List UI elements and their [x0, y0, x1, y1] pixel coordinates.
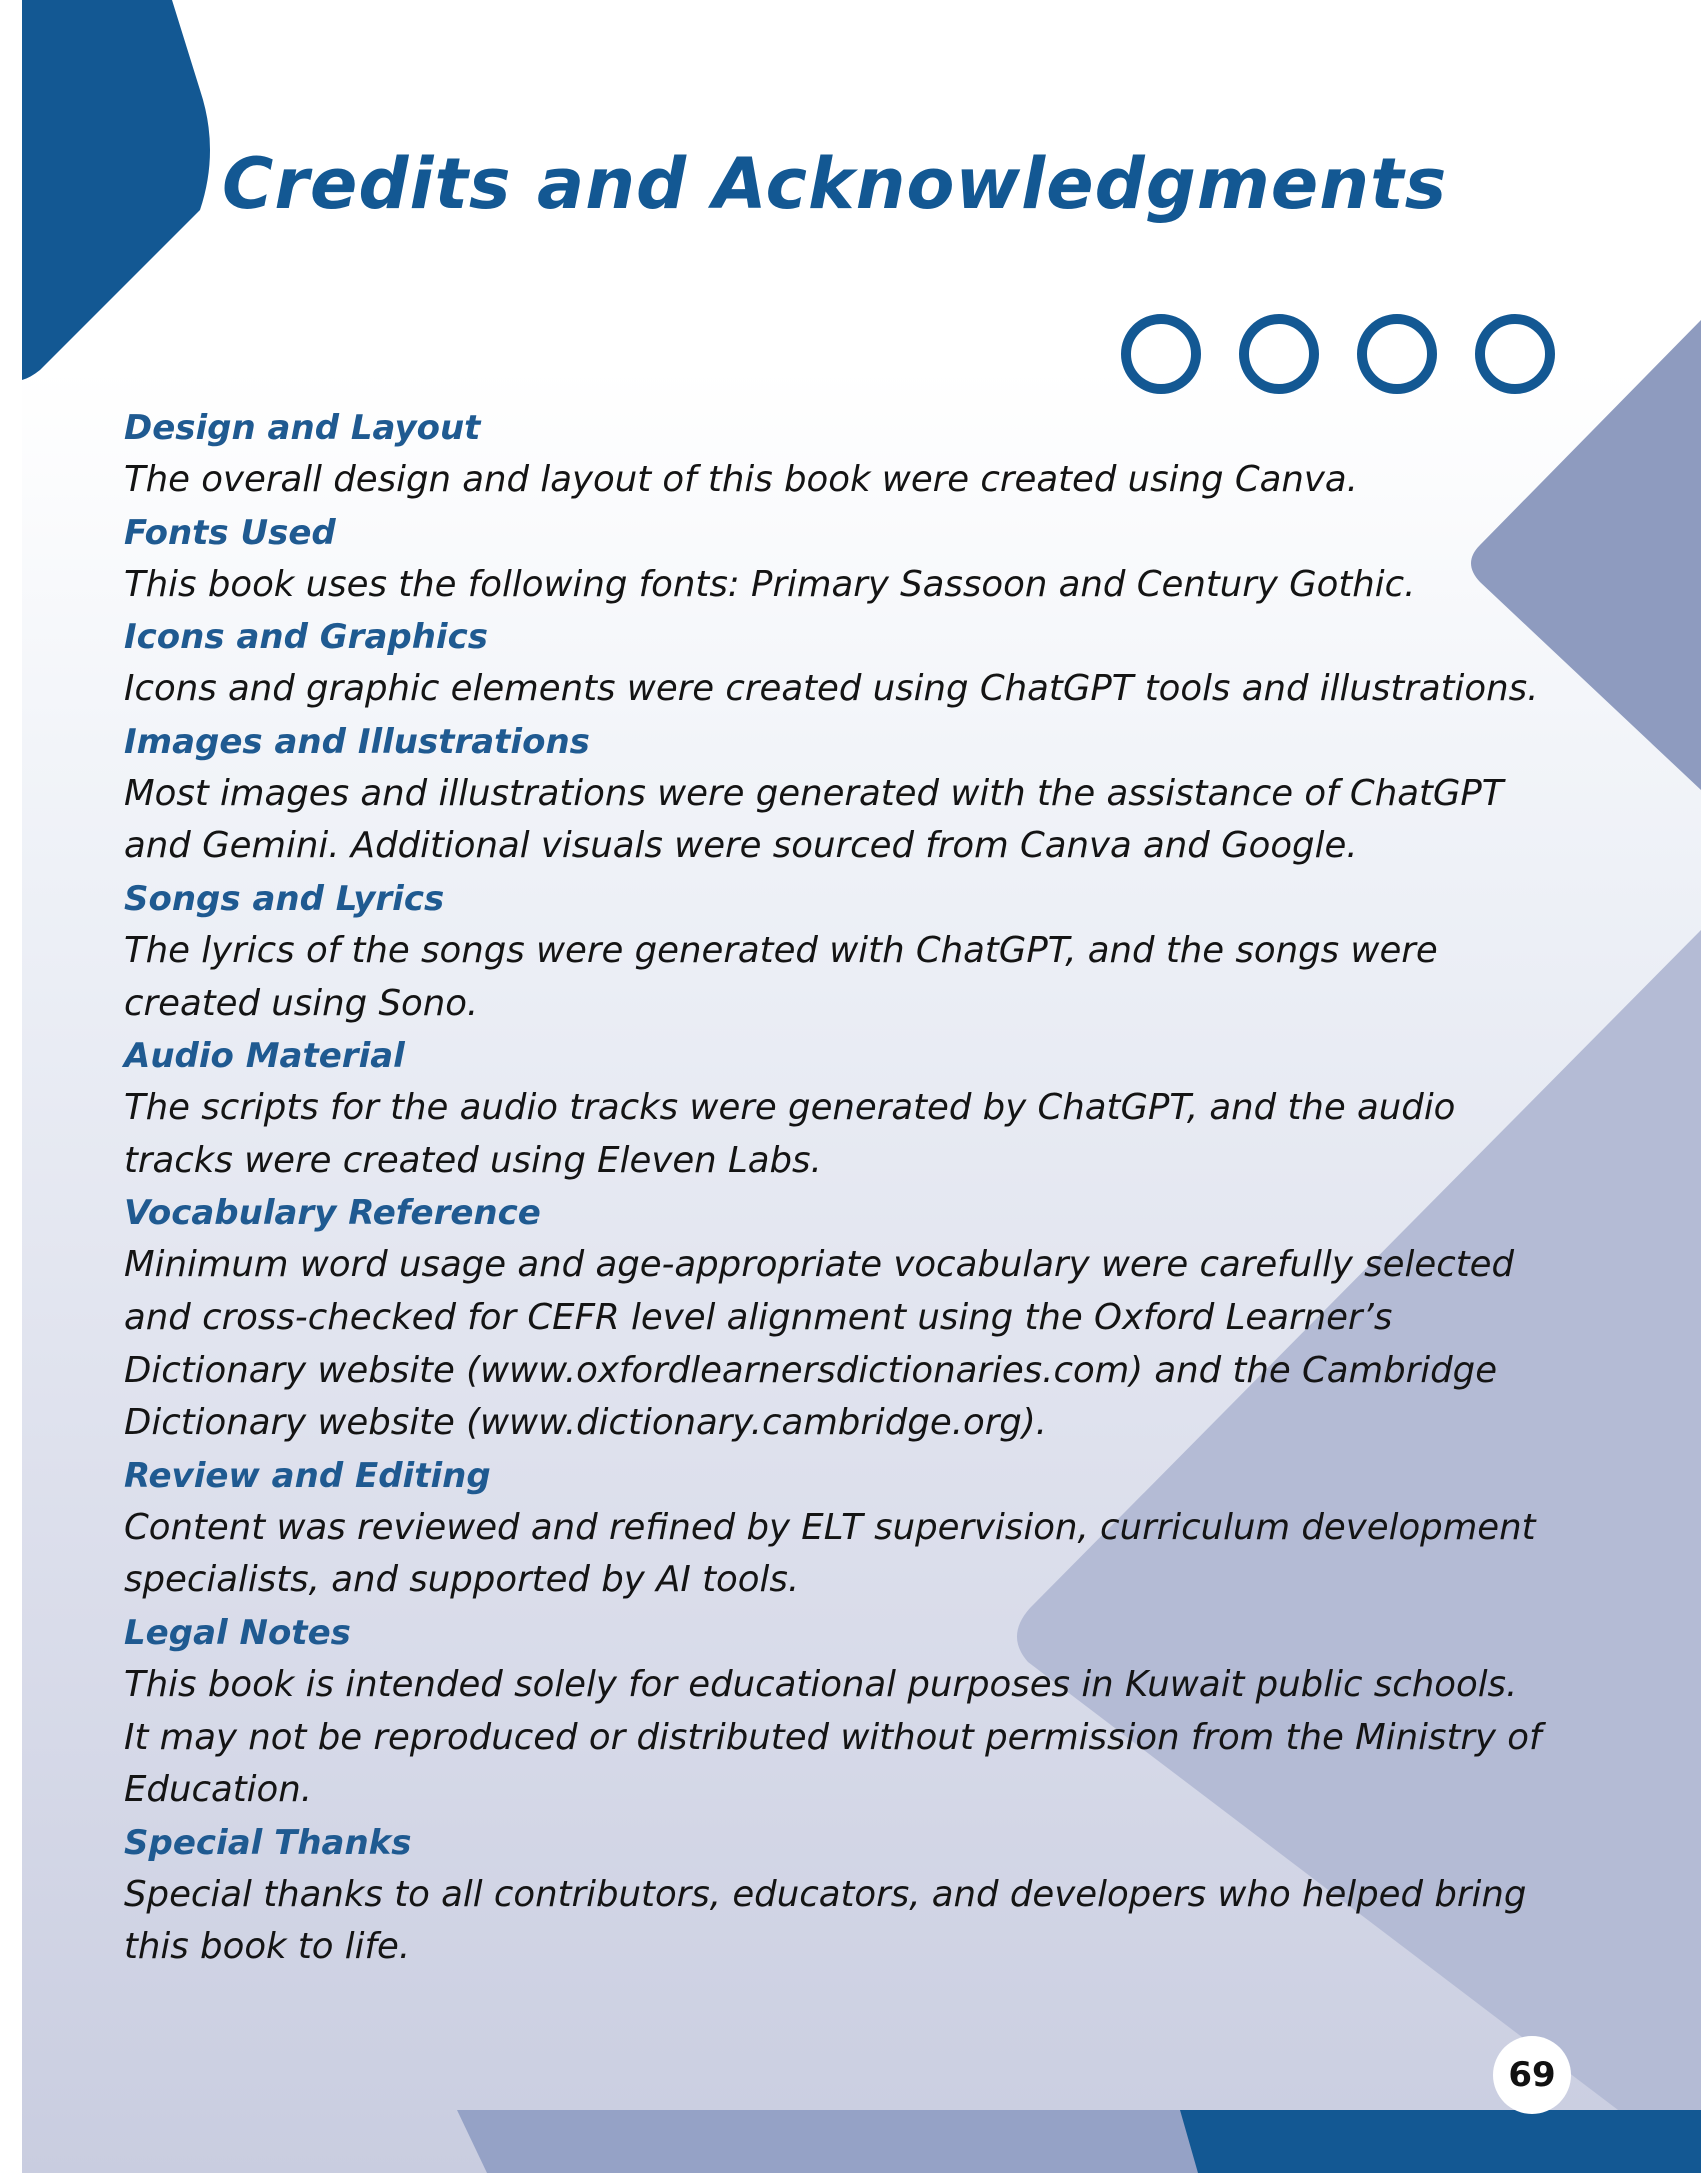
- section-text-line: It may not be reproduced or distributed without permission from the Ministry of: [124, 1716, 1542, 1758]
- section-text-line: The scripts for the audio tracks were generated by ChatGPT, and the audio: [124, 1087, 1456, 1129]
- section-text-line: Dictionary website (www.oxfordlearnersdictionaries.com) and the Cambridge: [124, 1349, 1498, 1391]
- section-text-line: tracks were created using Eleven Labs.: [124, 1139, 822, 1181]
- section-heading: Design and Layout: [124, 408, 481, 448]
- section-heading: Vocabulary Reference: [124, 1193, 541, 1234]
- section-heading: Special Thanks: [124, 1822, 412, 1863]
- section-heading: Icons and Graphics: [124, 617, 488, 658]
- ring-row: [1121, 314, 1557, 392]
- section-songs-and-lyrics: [124, 873, 1564, 1030]
- section-text-line: and Gemini. Additional visuals were sourced from Canva and Google.: [124, 825, 1358, 867]
- section-text-line: Dictionary website (www.dictionary.cambridge.org).: [124, 1402, 1047, 1444]
- section-fonts-used: [124, 507, 1564, 612]
- section-heading: Images and Illustrations: [124, 721, 590, 762]
- ring-decoration: [1475, 314, 1555, 394]
- section-heading: Audio Material: [124, 1036, 405, 1077]
- section-text-line: This book is intended solely for educational purposes in Kuwait public schools.: [124, 1663, 1518, 1705]
- section-text-line: specialists, and supported by AI tools.: [124, 1559, 800, 1601]
- section-text-line: this book to life.: [124, 1926, 411, 1968]
- section-text-line: Special thanks to all contributors, educators, and developers who helped bring: [124, 1873, 1527, 1915]
- section-text-line: Minimum word usage and age-appropriate vocabulary were carefully selected: [124, 1244, 1515, 1286]
- section-images-and-illustrations: [124, 716, 1564, 873]
- section-heading: Songs and Lyrics: [124, 878, 445, 919]
- section-text-line: Education.: [124, 1769, 313, 1811]
- credits-content: [124, 402, 1564, 1974]
- ring-decoration: [1357, 314, 1437, 394]
- section-text-line: The overall design and layout of this book were created using Canva.: [124, 459, 1358, 500]
- section-text-line: Content was reviewed and refined by ELT supervision, curriculum development: [124, 1506, 1536, 1548]
- corner-shape-top-left: [22, 0, 210, 380]
- ring-decoration: [1239, 314, 1319, 394]
- ring-decoration: [1121, 314, 1201, 394]
- section-design-and-layout: [124, 402, 1564, 507]
- bottom-band-navy: [1180, 2110, 1701, 2173]
- section-text-line: Icons and graphic elements were created using ChatGPT tools and illustrations.: [124, 668, 1539, 710]
- section-text-line: created using Sono.: [124, 982, 479, 1024]
- page-number: 69: [1493, 2036, 1571, 2114]
- section-heading: Review and Editing: [124, 1455, 491, 1496]
- section-vocabulary-reference: [124, 1187, 1564, 1449]
- section-text-line: Most images and illustrations were generated with the assistance of ChatGPT: [124, 772, 1504, 814]
- section-legal-notes: [124, 1607, 1564, 1817]
- page-title: Credits and Acknowledgments: [222, 143, 1448, 225]
- section-heading: Legal Notes: [124, 1612, 351, 1653]
- section-audio-material: [124, 1030, 1564, 1187]
- section-heading: Fonts Used: [124, 512, 336, 553]
- section-text-line: This book uses the following fonts: Primary Sassoon and Century Gothic.: [124, 563, 1416, 605]
- section-review-and-editing: [124, 1450, 1564, 1607]
- section-icons-and-graphics: [124, 611, 1564, 716]
- section-special-thanks: [124, 1817, 1564, 1974]
- section-text-line: The lyrics of the songs were generated with ChatGPT, and the songs were: [124, 929, 1438, 971]
- section-text-line: and cross-checked for CEFR level alignment using the Oxford Learner’s: [124, 1296, 1393, 1338]
